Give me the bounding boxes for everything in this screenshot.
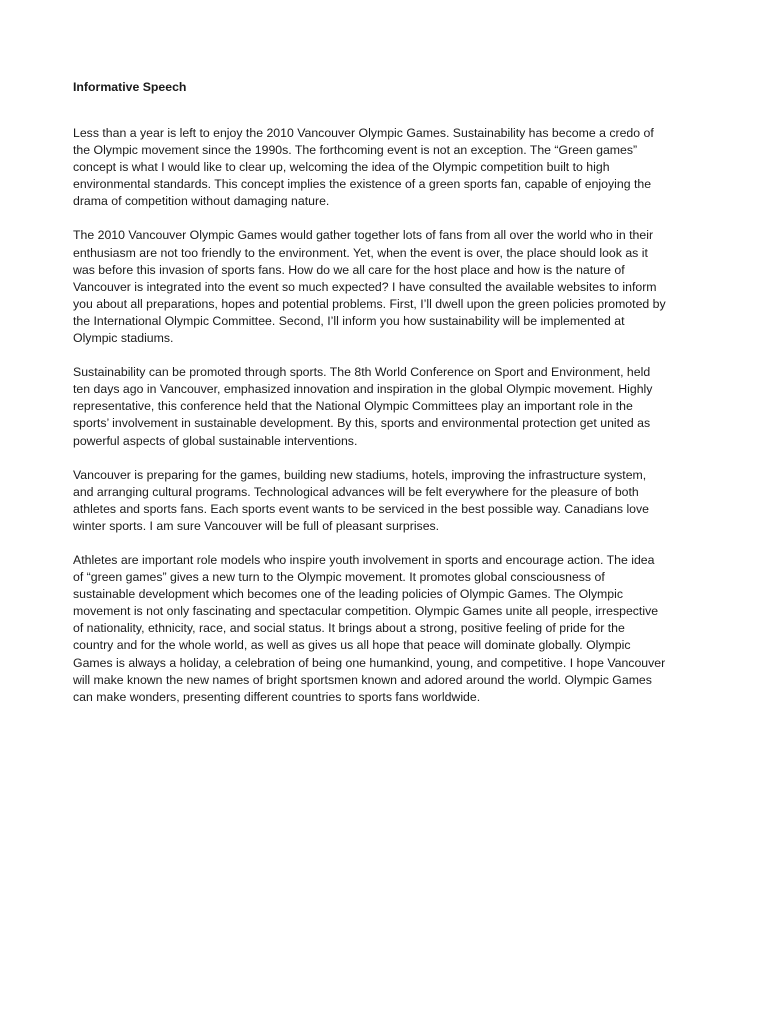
- paragraph-1: Less than a year is left to enjoy the 2010 Vancouver Olympic Games. Sustainability has become a credo of the Olympic movement since the 1990s. The forthcoming event is not an exception. The “Green games” concept is what I would like to clear up, welcoming the idea of the Olympic competition built to high environmental standards. This concept implies the existence of a green sports fan, capable of enjoying the drama of competition without damaging nature.: [73, 126, 654, 209]
- document-body: [73, 125, 699, 723]
- paragraph-5: Athletes are important role models who inspire youth involvement in sports and encourage action. The idea of “green games” gives a new turn to the Olympic movement. It promotes global consciousness of sustainable development which becomes one of the leading policies of Olympic Games. The Olympic movement is not only fascinating and spectacular competition. Olympic Games unite all people, irrespective of nationality, ethnicity, race, and social status. It brings about a strong, positive feeling of pride for the country and for the whole world, as well as gives us all hope that peace will dominate globally. Olympic Games is always a holiday, a celebration of being one humankind, young, and competitive. I hope Vancouver will make known the new names of bright sportsmen known and adored around the world. Olympic Games can make wonders, presenting different countries to sports fans worldwide.: [73, 552, 666, 704]
- paragraph-3: Sustainability can be promoted through sports. The 8th World Conference on Sport and Environment, held ten days ago in Vancouver, emphasized innovation and inspiration in the global Olympic movement. Highly representative, this conference held that the National Olympic Committees play an important role in the sports’ involvement in sustainable development. By this, sports and environmental protection get united as powerful aspects of global sustainable interventions.: [73, 365, 653, 448]
- paragraph-2: The 2010 Vancouver Olympic Games would gather together lots of fans from all over the world who in their enthusiasm are not too friendly to the environment. Yet, when the event is over, the place should look as it was before this invasion of sports fans. How do we all care for the host place and how is the nature of Vancouver is integrated into the event so much expected? I have consulted the available websites to inform you about all preparations, hopes and potential problems. First, I’ll dwell upon the green policies promoted by the International Olympic Committee. Second, I’ll inform you how sustainability will be implemented at Olympic stadiums.: [73, 228, 666, 346]
- document-title: Informative Speech: [73, 80, 187, 94]
- paragraph-4: Vancouver is preparing for the games, building new stadiums, hotels, improving the infrastructure system, and arranging cultural programs. Technological advances will be felt everywhere for the pleasure of both athletes and sports fans. Each sports event wants to be serviced in the best possible way. Canadians love winter sports. I am sure Vancouver will be full of pleasant surprises.: [73, 467, 650, 533]
